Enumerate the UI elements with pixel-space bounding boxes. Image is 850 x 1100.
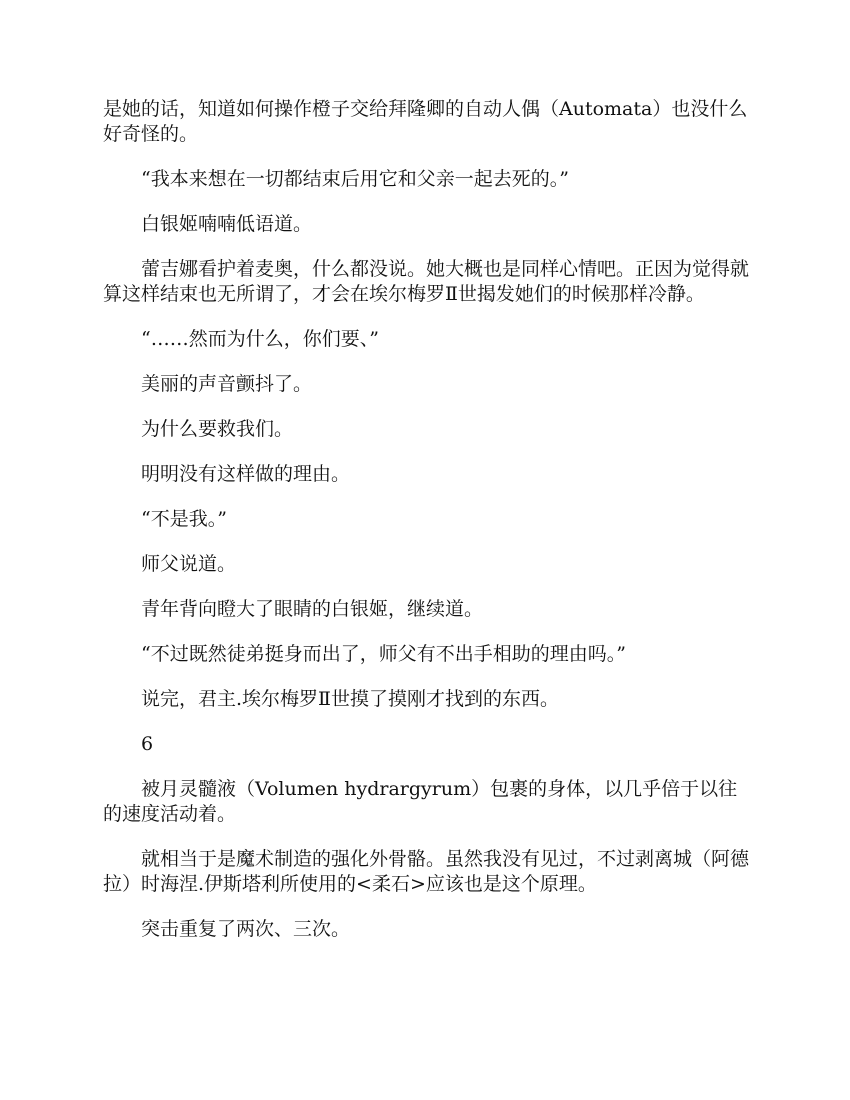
paragraph: 蕾吉娜看护着麦奥，什么都没说。她大概也是同样心情吧。正因为觉得就算这样结束也无所谓了，才会在埃尔梅罗Ⅱ世揭发她们的时候那样冷静。	[103, 258, 750, 305]
paragraph: “我本来想在一切都结束后用它和父亲一起去死的。”	[141, 168, 569, 190]
paragraph: 是她的话，知道如何操作橙子交给拜隆卿的自动人偶（Automata）也没什么好奇怪的。	[103, 98, 748, 145]
paragraph: 青年背向瞪大了眼睛的白银姬，继续道。	[141, 598, 484, 620]
paragraph: 美丽的声音颤抖了。	[141, 373, 313, 395]
paragraph: “不过既然徒弟挺身而出了，师父有不出手相助的理由吗。”	[141, 643, 626, 665]
paragraph: 被月灵髓液（Volumen hydrargyrum）包裹的身体，以几乎倍于以往的速度活动着。	[103, 778, 738, 825]
paragraph: 说完，君主.埃尔梅罗Ⅱ世摸了摸刚才找到的东西。	[141, 688, 559, 710]
paragraph: 为什么要救我们。	[141, 418, 294, 440]
paragraph: 明明没有这样做的理由。	[141, 463, 351, 485]
section-number: 6	[141, 733, 154, 755]
paragraph: 师父说道。	[141, 553, 237, 575]
paragraph: 就相当于是魔术制造的强化外骨骼。虽然我没有见过，不过剥离城（阿德拉）时海涅.伊斯塔利所使用的<柔石>应该也是这个原理。	[103, 848, 750, 895]
paragraph: 突击重复了两次、三次。	[141, 918, 351, 940]
paragraph: 白银姬喃喃低语道。	[141, 213, 313, 235]
paragraph: “不是我。”	[141, 508, 227, 530]
paragraph: “……然而为什么，你们要、”	[141, 328, 379, 350]
document-page	[103, 97, 749, 962]
